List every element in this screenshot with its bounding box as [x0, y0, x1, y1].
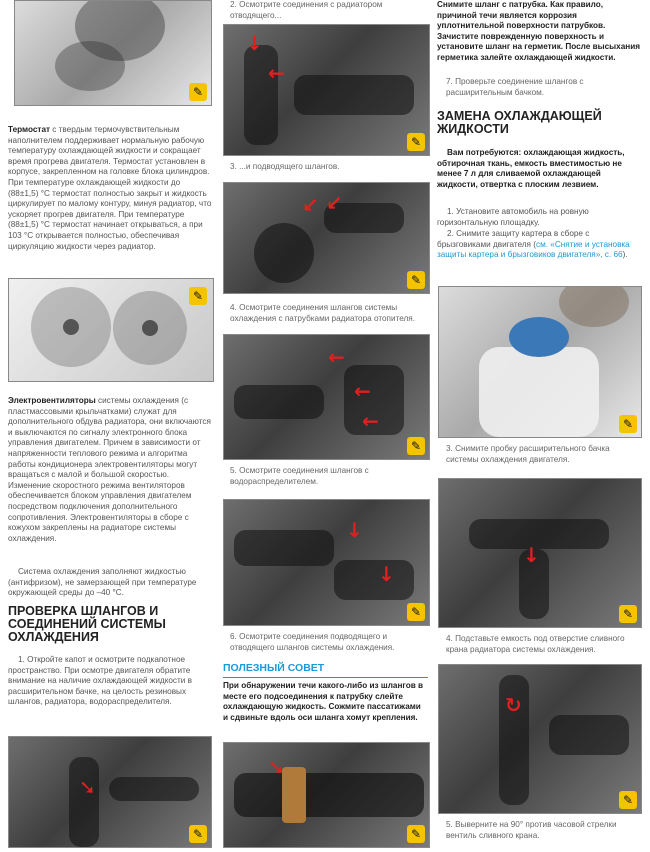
wrench-icon: ✎: [407, 133, 425, 151]
wrench-icon: ✎: [619, 605, 637, 623]
red-arrow-icon: ↓: [346, 518, 363, 542]
red-arrow-icon: ←: [328, 345, 345, 369]
thermostat-photo: [14, 0, 212, 106]
engine-bay-photo: [8, 736, 212, 848]
check-step-1: 1. Откройте капот и осмотрите подкапотное пространство. При осмотре двигателя обратите внимание на наличие охлаждающей жидкости в расширительном бачке, на целость резиновых шлангов, радиатора, водораспределителя.: [8, 655, 192, 707]
section-heading-check-hoses: ПРОВЕРКА ШЛАНГОВ И СОЕДИНЕНИЙ СИСТЕМЫ ОХЛАЖДЕНИЯ: [8, 604, 166, 644]
tip-divider: [223, 677, 428, 678]
useful-tip-title: ПОЛЕЗНЫЙ СОВЕТ: [223, 662, 325, 674]
expansion-tank-photo: [438, 286, 642, 438]
replace-step-5: 5. Выверните на 90° против часовой стрелки вентиль сливного крана.: [446, 820, 617, 840]
check-step-7: 7. Проверьте соединение шлангов с расширительным бачком.: [446, 77, 584, 97]
tip-continuation: Снимите шланг с патрубка. Как правило, причиной течи является коррозия уплотнительной поверхности патрубков. Зачистите поврежденную поверхность и установите шланг на герметик. После высыхания герметика залейте охлаждающей жидкости.: [437, 0, 641, 62]
water-distributor-photo: [223, 499, 430, 626]
thermostat-description: Термостат с твердым термочувствительным наполнителем поддерживает нормальную рабочую температуру охлаждающей жидкости и сокращает время прогрева двигателя. Термостат установлен в корпусе, закрепленном на головке блока цилиндров. При температуре охлаждающей жидкости до (88±1,5) °С термостат полностью закрыт и жидкость циркулирует по малому контуру, минуя радиатор, что ускоряет прогрев двигателя. При температуре (88±1,5) °С термостат начинает открываться, а при 103 °С открывается полностью, обеспечивая циркуляцию жидкости через радиатор.: [8, 125, 212, 251]
cooling-fans-photo: [8, 278, 214, 382]
red-arrow-icon: ↙: [326, 191, 343, 215]
fans-description: Электровентиляторы системы охлаждения (с пластмассовыми крыльчатками) служат для дополнительного обдува радиатора, они включаются и выключаются по сигналу электронного блока управления двигателем. Причем в зависимости от напряженности теплового режима и алгоритма работы кондиционера электровентиляторы могут вращаться с малой и большой скоростью. Изменение скоростного режима вентиляторов обеспечивается блоком управления двигателем посредством подключения дополнительного сопротивления. Электровентиляторы в сборе с кожухом закреплены на радиаторе системы охлаждения.: [8, 396, 211, 543]
replace-step-3: 3. Снимите пробку расширительного бачка системы охлаждения двигателя.: [446, 444, 610, 464]
wrench-icon: ✎: [619, 791, 637, 809]
drain-valve-photo: [438, 664, 642, 814]
red-arrow-icon: ←: [362, 409, 379, 433]
hose-clamp-photo: [223, 742, 430, 848]
wrench-icon: ✎: [407, 603, 425, 621]
red-arrow-icon: ➘: [79, 775, 96, 799]
wrench-icon: ✎: [407, 437, 425, 455]
replace-step-1: 1. Установите автомобиль на ровную горизонтальную площадку.: [437, 207, 589, 227]
red-arrow-icon: ←: [268, 61, 285, 85]
wrench-icon: ✎: [407, 825, 425, 843]
required-tools: Вам потребуются: охлаждающая жидкость, обтирочная ткань, емкость вместимостью не менее 7 л для сливаемой охлаждающей жидкости, отвертка с плоским лезвием.: [437, 148, 625, 189]
red-arrow-icon: ↻: [505, 693, 522, 717]
wrench-icon: ✎: [189, 825, 207, 843]
drain-container-photo: [438, 478, 642, 628]
check-step-5: 5. Осмотрите соединения шлангов с водораспределителем.: [230, 466, 369, 486]
wrench-icon: ✎: [189, 83, 207, 101]
replace-step-4: 4. Подставьте емкость под отверстие сливного крана радиатора системы охлаждения.: [446, 634, 625, 654]
red-arrow-icon: ↓: [246, 31, 263, 55]
wrench-icon: ✎: [189, 287, 207, 305]
radiator-inlet-photo: [223, 182, 430, 294]
red-arrow-icon: ←: [354, 379, 371, 403]
red-arrow-icon: ↓: [378, 562, 395, 586]
check-step-4: 4. Осмотрите соединения шлангов системы охлаждения с патрубками радиатора отопителя.: [230, 303, 415, 323]
check-step-6: 6. Осмотрите соединения подводящего и отводящего шлангов системы охлаждения.: [230, 632, 395, 652]
wrench-icon: ✎: [619, 415, 637, 433]
radiator-outlet-photo: [223, 24, 430, 156]
red-arrow-icon: ➘: [268, 755, 285, 779]
replace-step-2: 2. Снимите защиту картера в сборе с брызговиками двигателя (см. «Снятие и установка защиты картера и брызговиков двигателя», с. 66).: [437, 229, 630, 260]
section-heading-replace-coolant: ЗАМЕНА ОХЛАЖДАЮЩЕЙ ЖИДКОСТИ: [437, 109, 602, 136]
check-step-2: 2. Осмотрите соединения с радиатором отводящего...: [230, 0, 383, 20]
crossref-link[interactable]: см. «Снятие и установка защиты картера и брызговиков двигателя», с. 66: [437, 239, 630, 260]
red-arrow-icon: ↓: [523, 543, 540, 567]
red-arrow-icon: ↙: [302, 193, 319, 217]
heater-hoses-photo: [223, 334, 430, 460]
coolant-note: Система охлаждения заполняют жидкостью (антифризом), не замерзающей при температуре окружающей среды до –40 °С.: [8, 567, 197, 598]
useful-tip-text: При обнаружении течи какого-либо из шлангов в месте его подсоединения к патрубку слейте охлаждающую жидкость. Сожмите пассатижами и сдвиньте вдоль оси шланга хомут крепления.: [223, 681, 424, 722]
check-step-3: 3. ...и подводящего шлангов.: [230, 162, 340, 171]
wrench-icon: ✎: [407, 271, 425, 289]
